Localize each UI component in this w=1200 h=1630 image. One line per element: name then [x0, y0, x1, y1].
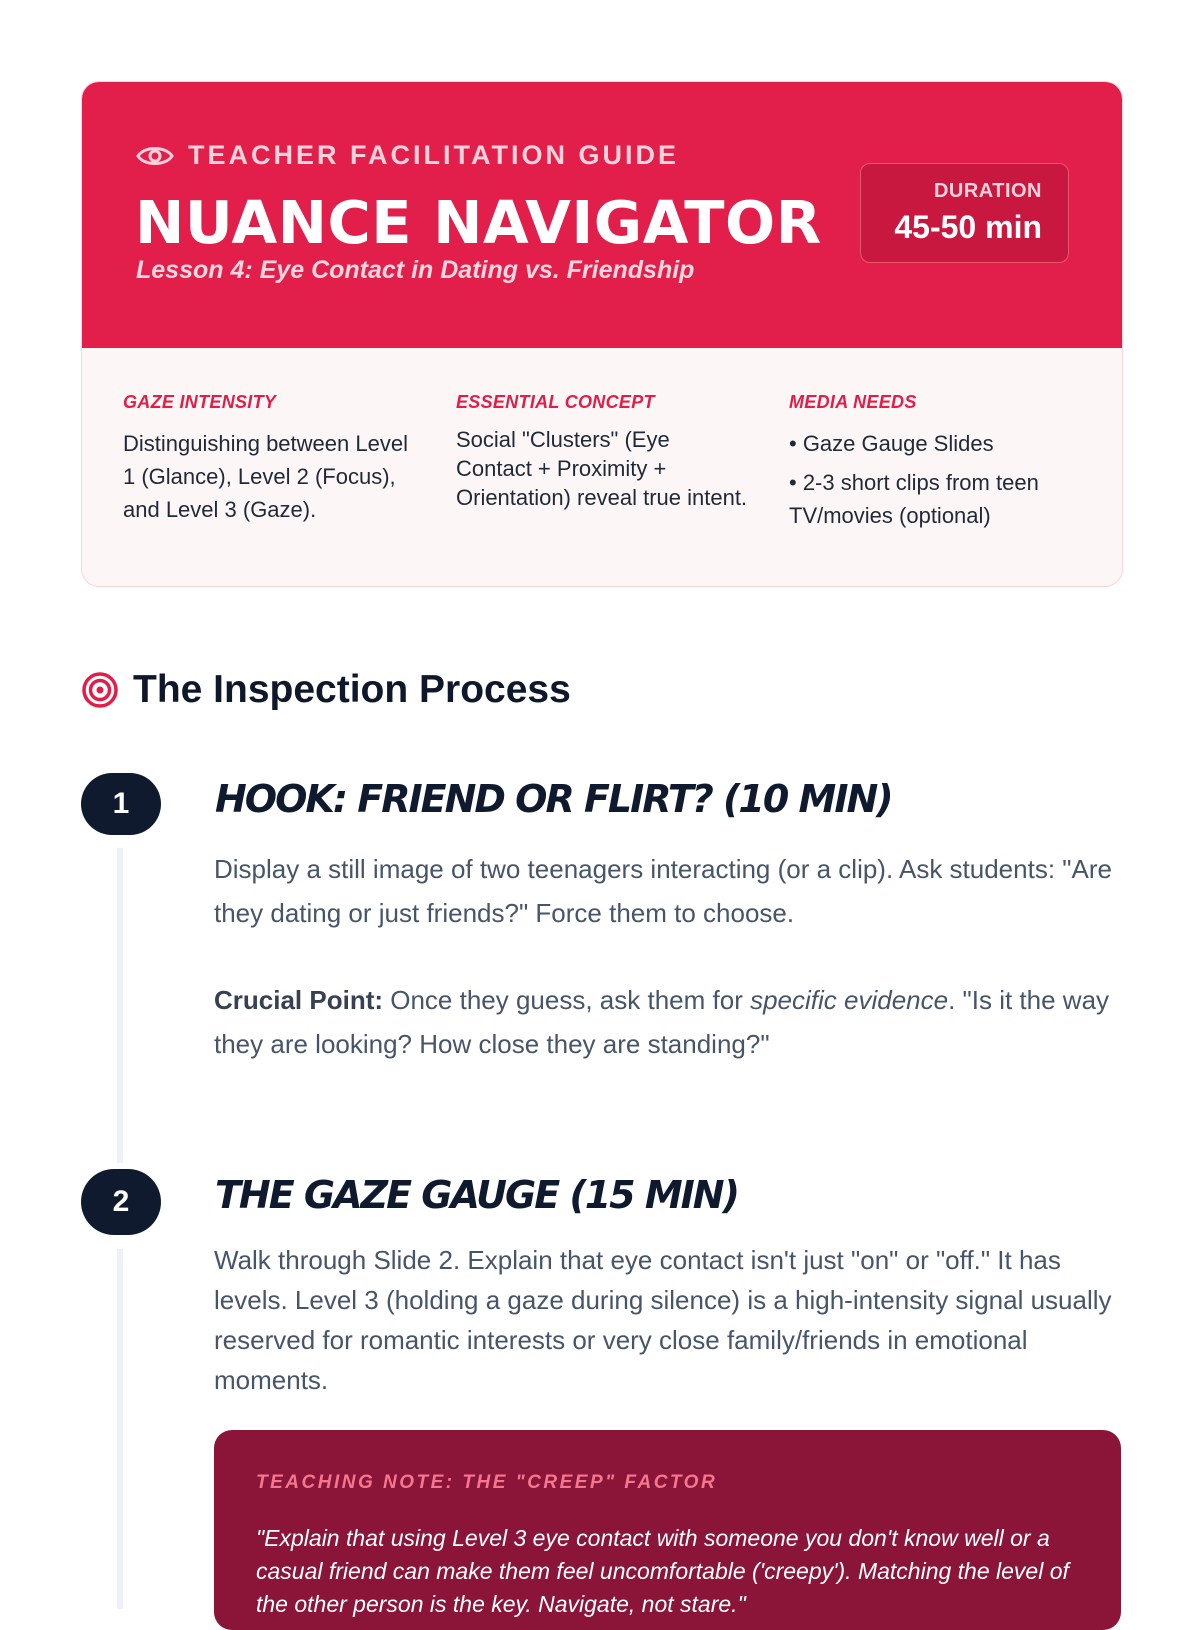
step-title: THE GAZE GAUGE (15 MIN): [215, 1173, 738, 1217]
info-row: [82, 348, 1122, 586]
section-title: The Inspection Process: [133, 668, 571, 711]
eyebrow: [136, 140, 679, 171]
step-connector: [117, 848, 123, 1163]
info-text: Social "Clusters" (Eye Contact + Proximity + Orientation) reveal true intent.: [456, 427, 748, 510]
duration-label: DURATION: [933, 180, 1042, 202]
info-essential-concept: [456, 392, 748, 512]
step-paragraph: Display a still image of two teenagers interacting (or a clip). Ask students: "Are they dating or just friends?" Force them to choose.: [214, 854, 1112, 928]
crucial-point: [214, 978, 1114, 1066]
info-text: Distinguishing between Level 1 (Glance), Level 2 (Focus), and Level 3 (Gaze).: [123, 431, 408, 522]
teaching-note-card: [214, 1430, 1121, 1630]
lesson-header-card: [81, 81, 1123, 587]
crucial-label: Crucial Point:: [214, 985, 384, 1015]
step-paragraph: Walk through Slide 2. Explain that eye contact isn't just "on" or "off." It has levels. Level 3 (holding a gaze during silence) is a high-intensity signal usually reserved for romantic interests or very close family/friends in emotional moments.: [214, 1245, 1112, 1395]
info-label: ESSENTIAL CONCEPT: [456, 392, 655, 412]
note-text: "Explain that using Level 3 eye contact with someone you don't know well or a casual friend can make them feel uncomfortable ('creepy'). Matching the level of the other person is the key. Navigate, not stare.": [256, 1525, 1069, 1617]
lesson-title: NUANCE NAVIGATOR: [135, 188, 822, 257]
crucial-emphasis: specific evidence: [750, 985, 949, 1015]
lesson-subtitle: Lesson 4: Eye Contact in Dating vs. Friendship: [136, 256, 695, 284]
note-title: TEACHING NOTE: THE "CREEP" FACTOR: [256, 1472, 718, 1493]
media-list: [789, 427, 1081, 532]
crucial-text: Once they guess, ask them for: [383, 985, 751, 1015]
target-icon: [81, 671, 119, 709]
info-media-needs: [789, 392, 1081, 532]
info-label: MEDIA NEEDS: [789, 392, 917, 412]
duration-value: 45-50 min: [894, 209, 1042, 245]
eye-icon: [136, 143, 174, 169]
info-label: GAZE INTENSITY: [123, 392, 277, 412]
step-number: 2: [81, 1169, 161, 1235]
media-item: • 2-3 short clips from teen TV/movies (optional): [789, 470, 1039, 528]
step-connector: [117, 1249, 123, 1609]
section-heading: [81, 668, 571, 712]
info-gaze-intensity: [123, 392, 415, 526]
step-body: [214, 847, 1114, 1066]
step-body: [214, 1240, 1114, 1400]
hero-banner: [82, 82, 1122, 348]
duration-badge: [860, 163, 1069, 263]
step-number: 1: [81, 773, 161, 835]
step-title: HOOK: FRIEND OR FLIRT? (10 MIN): [215, 777, 892, 821]
crucial-text-end: . "Is it the way they are looking? How close they are standing?": [214, 985, 1110, 1059]
eyebrow-text: TEACHER FACILITATION GUIDE: [188, 140, 679, 170]
media-item: • Gaze Gauge Slides: [789, 431, 994, 456]
